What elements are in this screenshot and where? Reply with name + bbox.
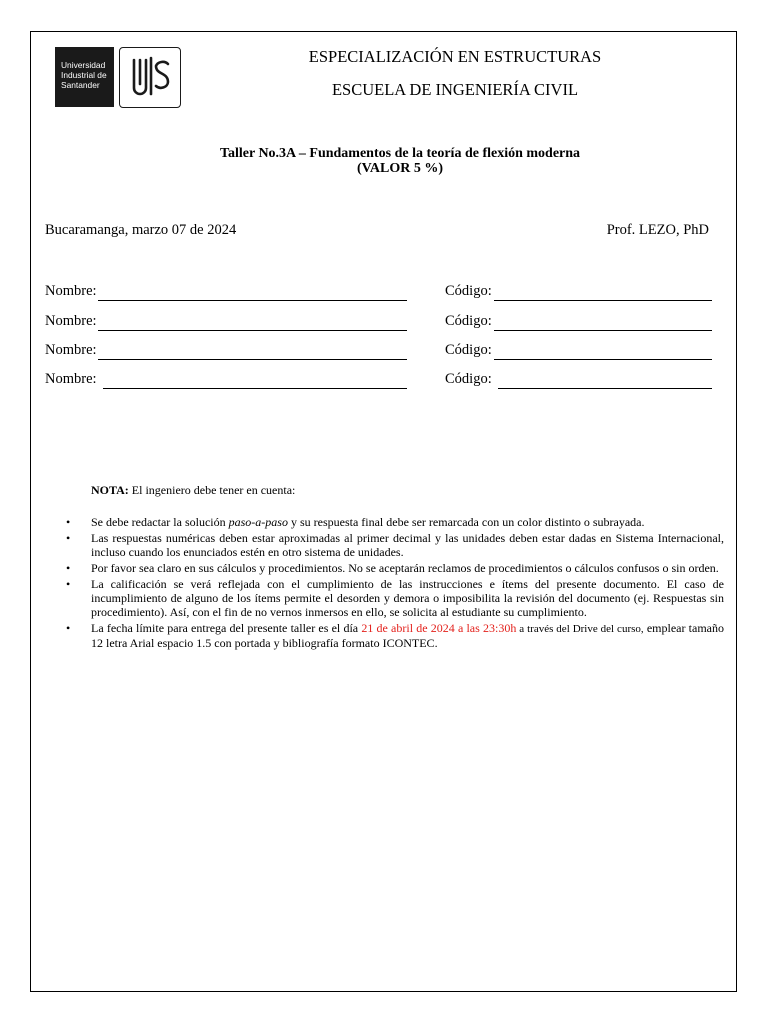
code-blank-line[interactable] [494, 300, 712, 301]
deadline-date: 21 de abril de 2024 a las 23:30h [361, 621, 517, 635]
name-blank-line[interactable] [103, 388, 407, 389]
bullet-text: La fecha límite para entrega del presente taller es el día [91, 621, 362, 635]
name-blank-line[interactable] [98, 330, 407, 331]
note [91, 483, 295, 498]
bullet-text-small: a través del Drive del curso, [516, 623, 644, 635]
code-blank-line[interactable] [498, 388, 712, 389]
name-label: Nombre: [45, 313, 97, 329]
code-label: Código: [445, 283, 492, 299]
logo-text-line1: Universidad [61, 60, 106, 70]
code-field-row [445, 342, 712, 360]
code-field-row [445, 371, 712, 389]
note-label: NOTA: [91, 483, 129, 497]
code-blank-line[interactable] [494, 359, 712, 360]
list-item [62, 531, 724, 559]
bullet-text: emplear tamaño 12 letra Arial espacio 1.5 con portada y bibliografía formato ICONTEC. [91, 621, 724, 650]
name-field-row [45, 342, 407, 360]
bullet-text: Se debe redactar la solución [91, 515, 229, 529]
name-field-row [45, 371, 407, 389]
assignment-value: (VALOR 5 %) [356, 161, 444, 176]
school-title: ESCUELA DE INGENIERÍA CIVIL [331, 80, 579, 99]
list-item [62, 577, 724, 619]
code-field-row [445, 283, 712, 301]
bullet-icon: • [66, 561, 71, 575]
logo-text-line3: Santander [61, 80, 100, 90]
name-label: Nombre: [45, 342, 97, 358]
list-item [62, 515, 724, 529]
bullet-icon: • [66, 531, 71, 545]
place-date: Bucaramanga, marzo 07 de 2024 [45, 222, 237, 238]
code-label: Código: [445, 342, 492, 358]
professor-name: Prof. LEZO, PhD [606, 222, 709, 238]
list-item [62, 621, 724, 650]
code-blank-line[interactable] [494, 330, 712, 331]
code-field-row [445, 313, 712, 331]
assignment-title: Taller No.3A – Fundamentos de la teoría de flexión moderna [219, 146, 581, 161]
name-field-row [45, 283, 407, 301]
bullet-icon: • [66, 515, 71, 529]
bullet-text: y su respuesta final debe ser remarcada con un color distinto o subrayada. [287, 515, 645, 529]
bullet-icon: • [66, 577, 71, 591]
name-label: Nombre: [45, 283, 97, 299]
name-blank-line[interactable] [98, 300, 407, 301]
university-logo [55, 47, 114, 107]
bullet-text: Las respuestas numéricas deben estar aproximadas al primer decimal y las unidades deben estar dadas en Sistema Internacional, incluso cuando los enunciados estén en otro sistema de unidades. [91, 531, 724, 559]
bullet-text: La calificación se verá reflejada con el cumplimiento de las instrucciones e ítems del presente documento. El caso de incumplimiento de alguno de los ítems permite el desorden y demora o imposibilita la revisión del documento (ej. Respuestas sin procedimiento). Así, con el fin de no vernos inmersos en ello, se solicita al estudiante su cumplimiento. [91, 577, 724, 619]
uis-emblem-icon [119, 47, 181, 108]
note-text: El ingeniero debe tener en cuenta: [128, 483, 296, 497]
name-label: Nombre: [45, 371, 97, 387]
code-label: Código: [445, 371, 492, 387]
program-title: ESPECIALIZACIÓN EN ESTRUCTURAS [308, 47, 602, 66]
code-label: Código: [445, 313, 492, 329]
instructions-list [62, 515, 724, 652]
list-item [62, 561, 724, 575]
bullet-text: Por favor sea claro en sus cálculos y procedimientos. No se aceptarán reclamos de procedimientos o cálculos confusos o sin orden. [91, 561, 719, 575]
bullet-icon: • [66, 621, 71, 635]
logo-text-line2: Industrial de [61, 70, 107, 80]
bullet-emphasis: paso-a-paso [228, 515, 288, 529]
name-blank-line[interactable] [98, 359, 407, 360]
name-field-row [45, 313, 407, 331]
